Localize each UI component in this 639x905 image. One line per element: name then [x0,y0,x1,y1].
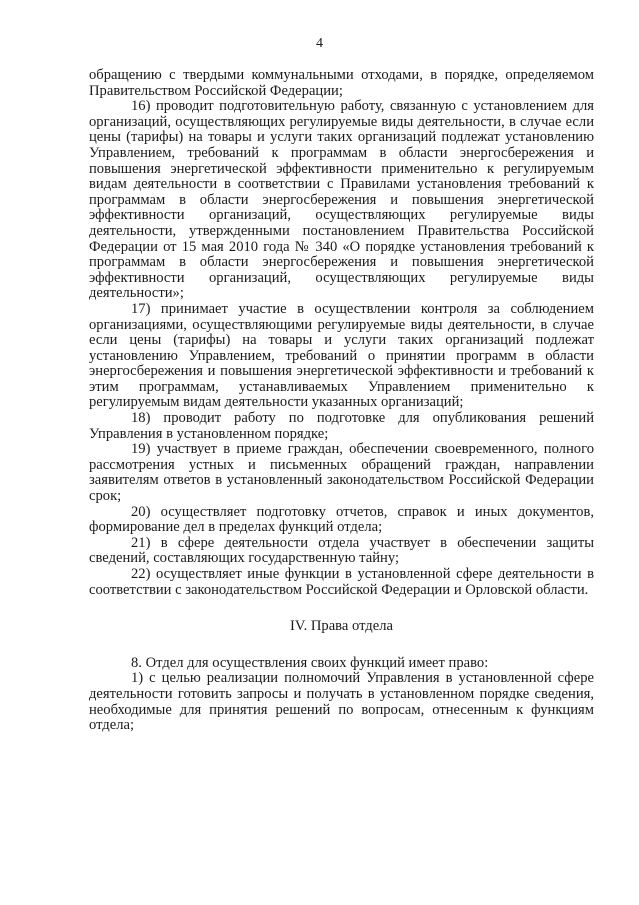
paragraph-item-8: 8. Отдел для осуществления своих функций имеет право: [131,654,489,671]
document-body [89,68,594,734]
page-number: 4 [316,36,323,51]
paragraph-item-16: 16) проводит подготовительную работу, связанную с установлением для организаций, осуществляющих регулируемые виды деятельности, в случае если цены (тарифы) на товары и услуги таких организаций подлежат установлению Управлением, требований к программам в области энергосбережения и повышения энергетической эффективности применительно к регулируемым видам деятельности в соответствии с Правилами установления требований к программам в области энергосбережения и повышения энергетической эффективности организаций, осуществляющих регулируемые виды деятельности, утвержденными постановлением Правительства Российской Федерации от 15 мая 2010 года № 340 «О порядке установления требований к программам в области энергосбережения и повышения энергетической эффективности организаций, осуществляющих регулируемые виды деятельности»; [89,98,594,302]
section-heading: IV. Права отдела [290,618,393,635]
paragraph-item-18: 18) проводит работу по подготовке для опубликования решений Управления в установленном порядке; [89,410,594,442]
spacer [89,635,594,656]
paragraph-item-17: 17) принимает участие в осуществлении контроля за соблюдением организациями, осуществляющими регулируемые виды деятельности, в случае если цены (тарифы) на товары и услуги таких организаций подлежат установлению Управлением, требований о принятии программ в области энергосбережения и повышения энергетической эффективности и требований к этим программам, устанавливаемых Управлением применительно к регулируемым видам деятельности указанных организаций; [89,300,594,411]
paragraph-item-19: 19) участвует в приеме граждан, обеспечении своевременного, полного рассмотрения устных и письменных обращений граждан, направлении заявителям ответов в установленный законодательством Российской Федерации срок; [89,441,594,505]
spacer [89,598,594,619]
paragraph-item-21: 21) в сфере деятельности отдела участвует в обеспечении защиты сведений, составляющих государственную тайну; [89,534,594,567]
paragraph-continuation: обращению с твердыми коммунальными отходами, в порядке, определяемом Правительством Российской Федерации; [89,67,594,99]
paragraph-subitem-1: 1) с целью реализации полномочий Управления в установленной сфере деятельности готовить запросы и получать в установленном порядке сведения, необходимые для принятия решений по вопросам, отнесенным к функциям отдела; [89,670,594,734]
paragraph-item-22: 22) осуществляет иные функции в установленной сфере деятельности в соответствии с законодательством Российской Федерации и Орловской области. [89,566,594,598]
paragraph-item-20: 20) осуществляет подготовку отчетов, справок и иных документов, формирование дел в пределах функций отдела; [89,503,594,536]
